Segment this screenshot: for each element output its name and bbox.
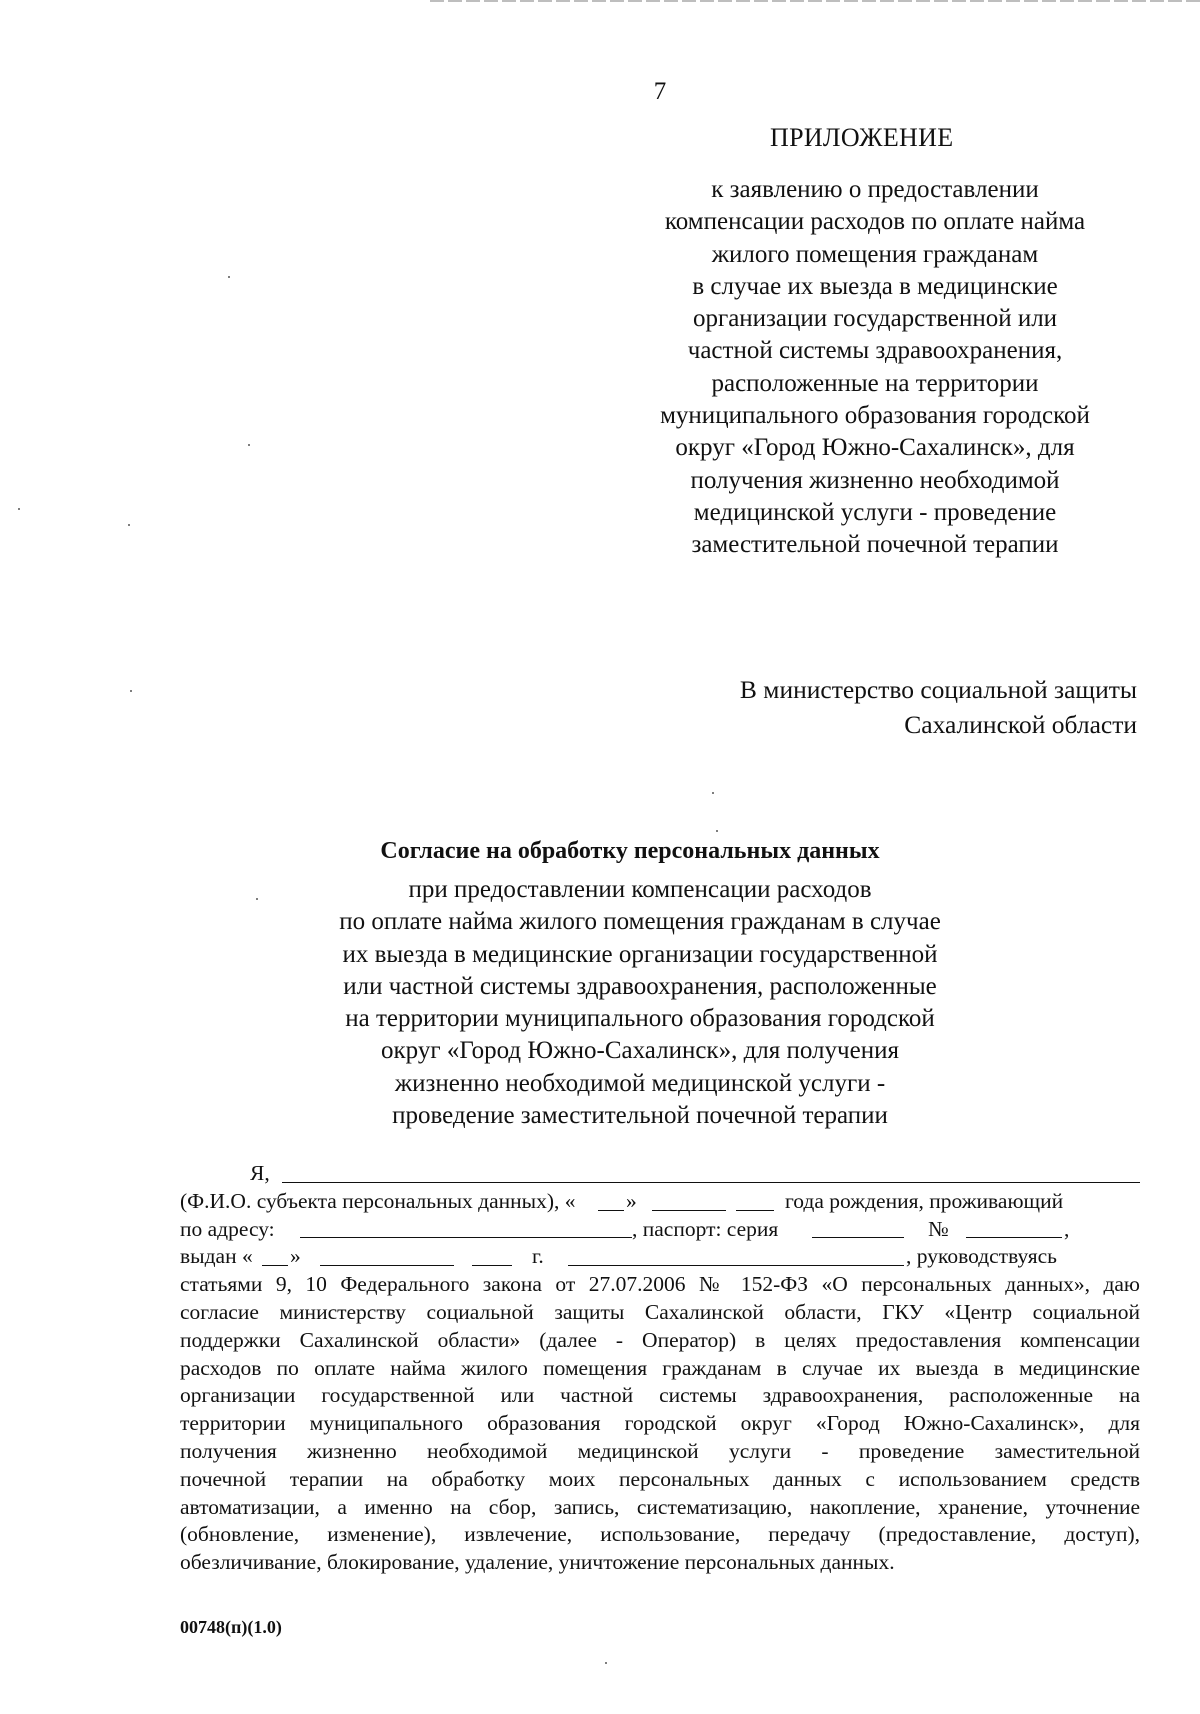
subtitle-line: по оплате найма жилого помещения гражданам в случае [339, 908, 941, 936]
form-line-name [180, 1160, 1140, 1188]
body-line: получения жизненно необходимой медицинской услуги - проведение заместительной [180, 1438, 1140, 1463]
appendix-line: медицинской услуги - проведение [693, 498, 1057, 526]
body-line: расходов по оплате найма жилого помещения гражданам в случае их выезда в медицинские [180, 1355, 1140, 1380]
appendix-line: жилого помещения гражданам [711, 240, 1039, 268]
appendix-line: компенсации расходов по оплате найма [664, 208, 1086, 236]
address-label: по адресу: [180, 1216, 275, 1241]
birth-year-field[interactable] [736, 1210, 774, 1211]
body-line: организации государственной или частной системы здравоохранения, расположенные на [180, 1383, 1140, 1408]
addressee-line: Сахалинской области [904, 710, 1137, 739]
scan-top-edge [430, 0, 1200, 2]
appendix-line: частной системы здравоохранения, [687, 337, 1063, 365]
scan-speck [716, 830, 718, 832]
appendix-line: получения жизненно необходимой [690, 466, 1060, 494]
subtitle-line: жизненно необходимой медицинской услуги - [394, 1069, 886, 1097]
quote-close: » [290, 1244, 301, 1269]
issued-month-field[interactable] [320, 1265, 454, 1266]
fio-caption: (Ф.И.О. субъекта персональных данных), « [180, 1188, 576, 1213]
body-line: (обновление, изменение), извлечение, использование, передачу (предоставление, доступ), [180, 1522, 1140, 1547]
body-line: автоматизации, а именно на сбор, запись, систематизацию, накопление, хранение, уточнение [180, 1494, 1140, 1519]
scan-speck [248, 444, 250, 446]
scan-speck [256, 898, 258, 900]
appendix-line: расположенные на территории [711, 369, 1039, 397]
scan-speck [128, 524, 130, 526]
appendix-title: ПРИЛОЖЕНИЕ [770, 123, 954, 152]
body-line: почечной терапии на обработку моих персональных данных с использованием средств [180, 1466, 1140, 1491]
form-line-issued [180, 1243, 1140, 1271]
birth-day-field[interactable] [598, 1210, 624, 1211]
subtitle-line: или частной системы здравоохранения, расположенные [343, 972, 937, 1000]
form-line-address [180, 1216, 1140, 1244]
body-line: территории муниципального образования городской округ «Город Южно-Сахалинск», для [180, 1411, 1140, 1436]
subtitle-line: проведение заместительной почечной терапии [392, 1102, 888, 1130]
comma: , [1064, 1216, 1070, 1241]
form-line-birth [180, 1188, 1140, 1216]
issued-by-field[interactable] [568, 1265, 904, 1266]
full-name-field[interactable] [282, 1182, 1140, 1183]
subtitle-line: при предоставлении компенсации расходов [408, 876, 872, 903]
scan-speck [130, 690, 132, 692]
body-line: согласие министерству социальной защиты Сахалинской области, ГКУ «Центр социальной [180, 1299, 1140, 1324]
ya-label: Я, [250, 1161, 270, 1185]
address-field[interactable] [300, 1237, 632, 1238]
addressee-line: В министерство социальной защиты [739, 675, 1137, 704]
scan-speck [228, 276, 230, 278]
passport-series-field[interactable] [812, 1237, 904, 1238]
scan-speck [605, 1662, 607, 1664]
appendix-line: организации государственной или [692, 305, 1058, 333]
number-label: № [928, 1216, 949, 1241]
passport-label: , паспорт: серия [632, 1216, 779, 1241]
appendix-caption [615, 174, 1135, 562]
subtitle-line: на территории муниципального образования городской [345, 1005, 935, 1033]
birth-month-field[interactable] [652, 1210, 726, 1211]
quote-close: » [626, 1188, 637, 1213]
addressee-block [680, 672, 1137, 742]
consent-title: Согласие на обработку персональных данных [380, 838, 880, 864]
issued-year-field[interactable] [472, 1265, 512, 1266]
appendix-line: в случае их выезда в медицинские [692, 272, 1058, 300]
appendix-line: муниципального образования городской [660, 402, 1090, 430]
consent-subtitle [280, 874, 1000, 1132]
form-code: 00748(п)(1.0) [180, 1617, 282, 1637]
body-line: обезличивание, блокирование, удаление, уничтожение персональных данных. [180, 1550, 895, 1575]
appendix-line: заместительной почечной терапии [691, 531, 1059, 559]
subtitle-line: их выезда в медицинские организации государственной [342, 940, 938, 968]
guided-suffix: , руководствуясь [906, 1244, 1057, 1269]
birth-suffix: года рождения, проживающий [785, 1188, 1064, 1213]
year-label: г. [532, 1244, 544, 1269]
passport-number-field[interactable] [966, 1237, 1062, 1238]
page-number: 7 [653, 78, 667, 105]
body-line: статьями 9, 10 Федерального закона от 27.07.2006 № 152-ФЗ «О персональных данных», даю [180, 1272, 1140, 1297]
scan-speck [712, 792, 714, 794]
issued-day-field[interactable] [262, 1265, 288, 1266]
consent-body [180, 1160, 1140, 1577]
body-line: поддержки Сахалинской области» (далее - Оператор) в целях предоставления компенсации [180, 1327, 1140, 1352]
appendix-line: округ «Город Южно-Сахалинск», для [675, 434, 1075, 462]
scan-speck [18, 508, 20, 510]
issued-label: выдан « [180, 1244, 253, 1269]
subtitle-line: округ «Город Южно-Сахалинск», для получения [381, 1037, 899, 1065]
appendix-line: к заявлению о предоставлении [711, 176, 1039, 203]
